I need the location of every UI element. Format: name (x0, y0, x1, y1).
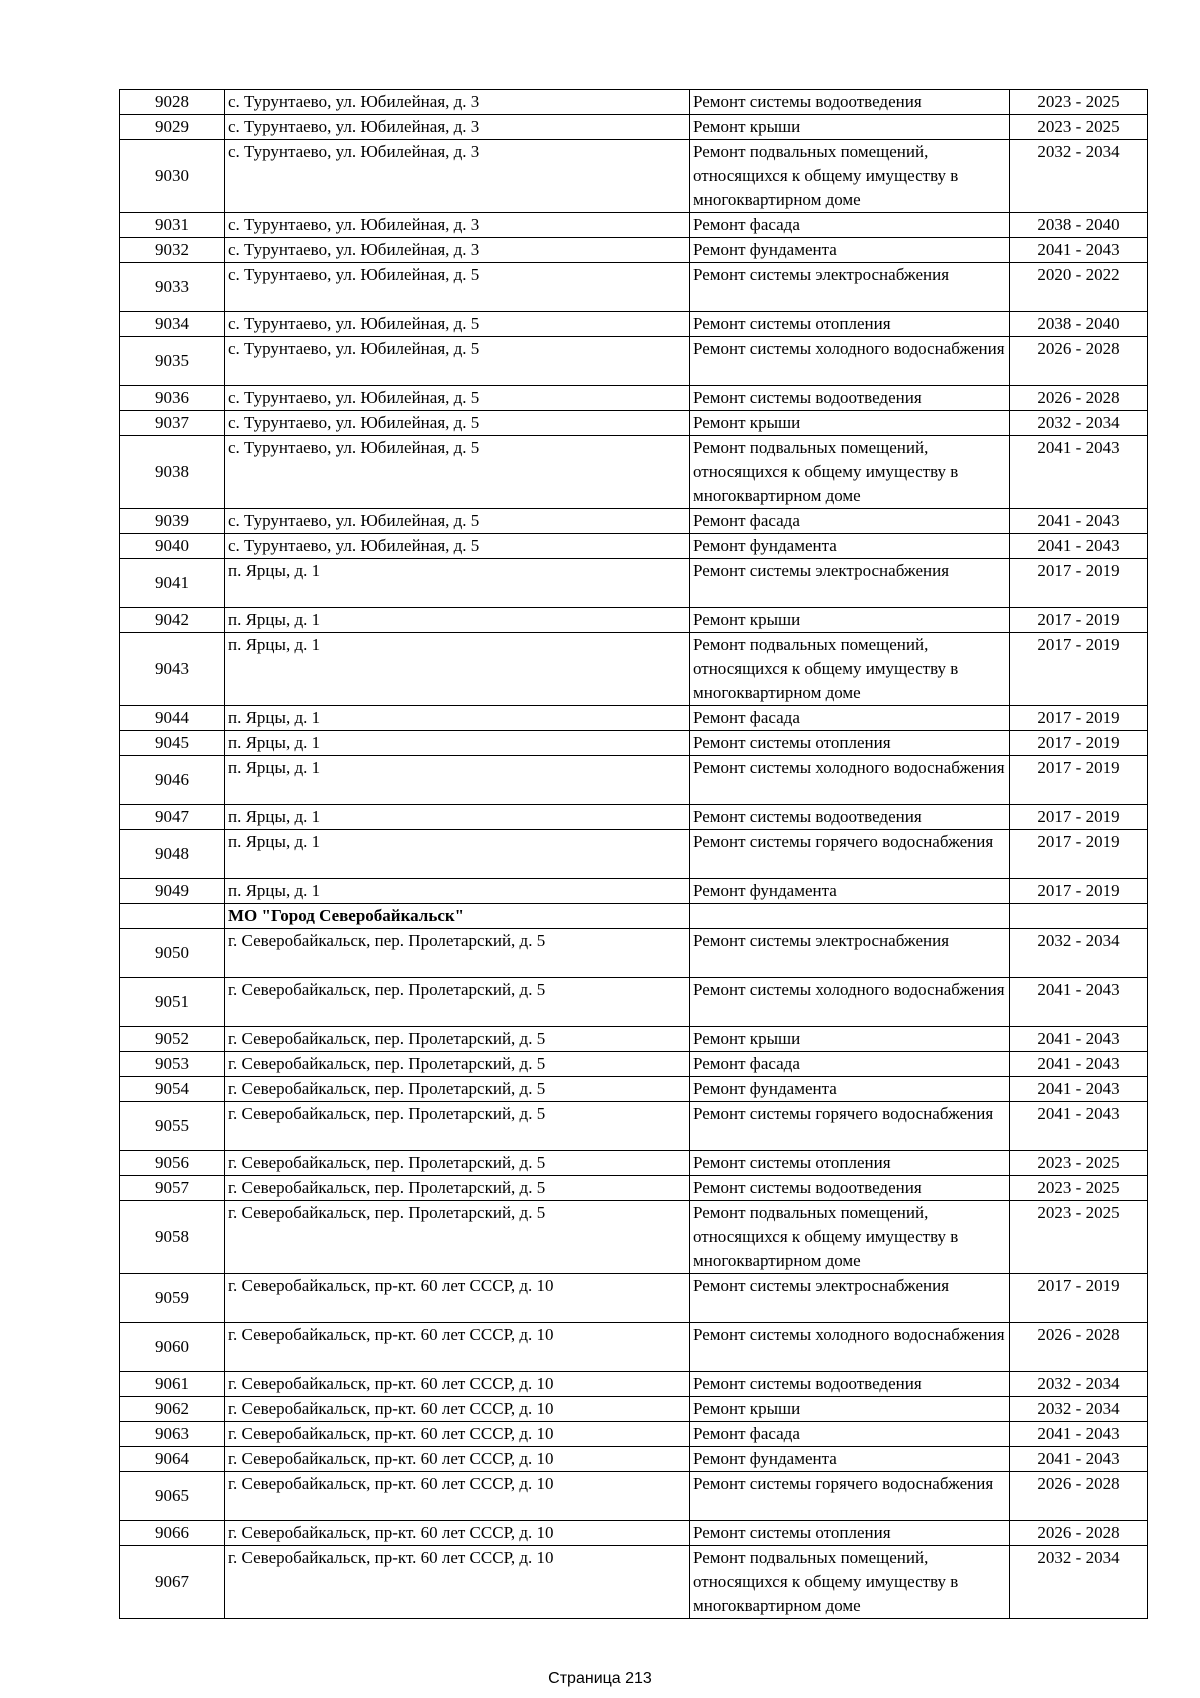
table-row (120, 1521, 1148, 1546)
row-number-cell: 9030 (120, 140, 225, 213)
work-type-cell: Ремонт фундамента (690, 879, 1010, 904)
row-number-cell: 9058 (120, 1201, 225, 1274)
period-cell: 2041 - 2043 (1010, 978, 1148, 1027)
work-type-cell: Ремонт системы холодного водоснабжения (690, 756, 1010, 805)
period-cell: 2026 - 2028 (1010, 337, 1148, 386)
table-row (120, 559, 1148, 608)
table-row (120, 1323, 1148, 1372)
repair-schedule-table (119, 89, 1148, 1619)
work-type-cell: Ремонт системы отопления (690, 731, 1010, 756)
row-number-cell: 9048 (120, 830, 225, 879)
address-cell: с. Турунтаево, ул. Юбилейная, д. 5 (225, 509, 690, 534)
address-cell: с. Турунтаево, ул. Юбилейная, д. 3 (225, 238, 690, 263)
address-cell: г. Северобайкальск, пр-кт. 60 лет СССР, д. 10 (225, 1521, 690, 1546)
period-cell: 2026 - 2028 (1010, 1521, 1148, 1546)
period-cell: 2032 - 2034 (1010, 1372, 1148, 1397)
table-row (120, 1102, 1148, 1151)
address-cell: п. Ярцы, д. 1 (225, 756, 690, 805)
table-body (120, 90, 1148, 1619)
period-cell: 2032 - 2034 (1010, 411, 1148, 436)
row-number-cell: 9063 (120, 1422, 225, 1447)
table-row (120, 386, 1148, 411)
address-cell: с. Турунтаево, ул. Юбилейная, д. 5 (225, 337, 690, 386)
row-number-cell: 9047 (120, 805, 225, 830)
work-type-cell: Ремонт крыши (690, 115, 1010, 140)
row-number-cell: 9036 (120, 386, 225, 411)
table-row (120, 1176, 1148, 1201)
address-cell: п. Ярцы, д. 1 (225, 559, 690, 608)
work-type-cell: Ремонт подвальных помещений, относящихся к общему имуществу в многоквартирном доме (690, 140, 1010, 213)
row-number-cell: 9051 (120, 978, 225, 1027)
period-cell: 2020 - 2022 (1010, 263, 1148, 312)
table-row (120, 1052, 1148, 1077)
table-row (120, 633, 1148, 706)
work-type-cell: Ремонт фундамента (690, 238, 1010, 263)
table-row (120, 1472, 1148, 1521)
row-number-cell: 9045 (120, 731, 225, 756)
period-cell: 2041 - 2043 (1010, 509, 1148, 534)
table-row (120, 534, 1148, 559)
address-cell: г. Северобайкальск, пер. Пролетарский, д. 5 (225, 1151, 690, 1176)
work-type-cell: Ремонт системы холодного водоснабжения (690, 337, 1010, 386)
work-type-cell: Ремонт системы водоотведения (690, 1372, 1010, 1397)
row-number-cell: 9064 (120, 1447, 225, 1472)
table-row (120, 1422, 1148, 1447)
row-number-cell: 9046 (120, 756, 225, 805)
table-row (120, 1274, 1148, 1323)
table-row (120, 411, 1148, 436)
work-type-cell: Ремонт системы отопления (690, 1521, 1010, 1546)
work-type-cell: Ремонт системы горячего водоснабжения (690, 1102, 1010, 1151)
row-number-cell: 9033 (120, 263, 225, 312)
table-row (120, 238, 1148, 263)
address-cell: п. Ярцы, д. 1 (225, 879, 690, 904)
period-cell: 2017 - 2019 (1010, 608, 1148, 633)
address-cell: с. Турунтаево, ул. Юбилейная, д. 3 (225, 213, 690, 238)
period-cell: 2026 - 2028 (1010, 386, 1148, 411)
work-type-cell: Ремонт фасада (690, 1422, 1010, 1447)
period-cell: 2041 - 2043 (1010, 1027, 1148, 1052)
row-number-cell: 9050 (120, 929, 225, 978)
address-cell: г. Северобайкальск, пр-кт. 60 лет СССР, д. 10 (225, 1472, 690, 1521)
table-row (120, 140, 1148, 213)
page-number-label: Страница 213 (548, 1670, 652, 1687)
address-cell: г. Северобайкальск, пр-кт. 60 лет СССР, д. 10 (225, 1447, 690, 1472)
row-number-cell: 9038 (120, 436, 225, 509)
period-cell: 2041 - 2043 (1010, 1077, 1148, 1102)
row-number-cell: 9042 (120, 608, 225, 633)
address-cell: п. Ярцы, д. 1 (225, 608, 690, 633)
period-cell: 2032 - 2034 (1010, 1397, 1148, 1422)
period-cell: 2041 - 2043 (1010, 1052, 1148, 1077)
address-cell: с. Турунтаево, ул. Юбилейная, д. 3 (225, 90, 690, 115)
work-type-cell: Ремонт фасада (690, 213, 1010, 238)
address-cell: п. Ярцы, д. 1 (225, 830, 690, 879)
table-row (120, 731, 1148, 756)
row-number-cell: 9034 (120, 312, 225, 337)
address-cell: г. Северобайкальск, пер. Пролетарский, д. 5 (225, 1027, 690, 1052)
address-cell: г. Северобайкальск, пер. Пролетарский, д. 5 (225, 1102, 690, 1151)
row-number-cell: 9037 (120, 411, 225, 436)
work-type-cell: Ремонт системы водоотведения (690, 90, 1010, 115)
period-cell: 2017 - 2019 (1010, 706, 1148, 731)
row-number-cell: 9029 (120, 115, 225, 140)
work-type-cell: Ремонт крыши (690, 1397, 1010, 1422)
address-cell: с. Турунтаево, ул. Юбилейная, д. 5 (225, 411, 690, 436)
row-number-cell: 9062 (120, 1397, 225, 1422)
address-cell: г. Северобайкальск, пер. Пролетарский, д. 5 (225, 1077, 690, 1102)
address-cell: с. Турунтаево, ул. Юбилейная, д. 5 (225, 263, 690, 312)
work-type-cell: Ремонт фасада (690, 706, 1010, 731)
work-type-cell: Ремонт фундамента (690, 534, 1010, 559)
period-cell: 2041 - 2043 (1010, 1422, 1148, 1447)
row-number-cell: 9044 (120, 706, 225, 731)
row-number-cell: 9039 (120, 509, 225, 534)
row-number-cell: 9059 (120, 1274, 225, 1323)
table-row (120, 90, 1148, 115)
section-title-cell: МО "Город Северобайкальск" (225, 904, 690, 929)
table-row (120, 978, 1148, 1027)
table-row (120, 929, 1148, 978)
row-number-cell: 9035 (120, 337, 225, 386)
address-cell: г. Северобайкальск, пр-кт. 60 лет СССР, д. 10 (225, 1397, 690, 1422)
table-row (120, 756, 1148, 805)
table-row (120, 1397, 1148, 1422)
table-row (120, 337, 1148, 386)
work-type-cell: Ремонт системы электроснабжения (690, 1274, 1010, 1323)
row-number-cell: 9067 (120, 1546, 225, 1619)
period-cell: 2038 - 2040 (1010, 312, 1148, 337)
row-number-cell: 9057 (120, 1176, 225, 1201)
period-cell: 2017 - 2019 (1010, 756, 1148, 805)
work-type-cell: Ремонт системы холодного водоснабжения (690, 978, 1010, 1027)
row-number-cell: 9056 (120, 1151, 225, 1176)
row-number-cell: 9043 (120, 633, 225, 706)
row-number-cell: 9055 (120, 1102, 225, 1151)
table-row (120, 1372, 1148, 1397)
address-cell: п. Ярцы, д. 1 (225, 731, 690, 756)
address-cell: г. Северобайкальск, пр-кт. 60 лет СССР, д. 10 (225, 1274, 690, 1323)
period-cell: 2041 - 2043 (1010, 1447, 1148, 1472)
table-row (120, 1027, 1148, 1052)
row-number-cell: 9049 (120, 879, 225, 904)
table-row (120, 706, 1148, 731)
work-type-cell: Ремонт фундамента (690, 1447, 1010, 1472)
row-number-cell: 9065 (120, 1472, 225, 1521)
row-number-cell: 9066 (120, 1521, 225, 1546)
table-row (120, 608, 1148, 633)
page-footer (0, 1670, 1200, 1688)
period-cell: 2023 - 2025 (1010, 90, 1148, 115)
period-cell: 2023 - 2025 (1010, 115, 1148, 140)
work-type-cell: Ремонт системы электроснабжения (690, 263, 1010, 312)
work-type-cell (690, 904, 1010, 929)
period-cell: 2032 - 2034 (1010, 1546, 1148, 1619)
address-cell: с. Турунтаево, ул. Юбилейная, д. 5 (225, 436, 690, 509)
period-cell: 2041 - 2043 (1010, 238, 1148, 263)
work-type-cell: Ремонт системы холодного водоснабжения (690, 1323, 1010, 1372)
work-type-cell: Ремонт крыши (690, 411, 1010, 436)
period-cell (1010, 904, 1148, 929)
work-type-cell: Ремонт системы горячего водоснабжения (690, 830, 1010, 879)
period-cell: 2023 - 2025 (1010, 1151, 1148, 1176)
period-cell: 2041 - 2043 (1010, 534, 1148, 559)
address-cell: г. Северобайкальск, пр-кт. 60 лет СССР, д. 10 (225, 1372, 690, 1397)
address-cell: г. Северобайкальск, пр-кт. 60 лет СССР, д. 10 (225, 1546, 690, 1619)
address-cell: с. Турунтаево, ул. Юбилейная, д. 5 (225, 386, 690, 411)
table-row (120, 1447, 1148, 1472)
period-cell: 2032 - 2034 (1010, 929, 1148, 978)
work-type-cell: Ремонт системы водоотведения (690, 805, 1010, 830)
table-row (120, 830, 1148, 879)
table-row (120, 1546, 1148, 1619)
table-row (120, 115, 1148, 140)
period-cell: 2017 - 2019 (1010, 559, 1148, 608)
period-cell: 2026 - 2028 (1010, 1323, 1148, 1372)
address-cell: г. Северобайкальск, пр-кт. 60 лет СССР, д. 10 (225, 1422, 690, 1447)
work-type-cell: Ремонт системы отопления (690, 1151, 1010, 1176)
period-cell: 2017 - 2019 (1010, 805, 1148, 830)
row-number-cell (120, 904, 225, 929)
period-cell: 2038 - 2040 (1010, 213, 1148, 238)
period-cell: 2017 - 2019 (1010, 830, 1148, 879)
work-type-cell: Ремонт системы горячего водоснабжения (690, 1472, 1010, 1521)
work-type-cell: Ремонт крыши (690, 608, 1010, 633)
address-cell: с. Турунтаево, ул. Юбилейная, д. 3 (225, 115, 690, 140)
address-cell: г. Северобайкальск, пер. Пролетарский, д. 5 (225, 1052, 690, 1077)
address-cell: п. Ярцы, д. 1 (225, 706, 690, 731)
period-cell: 2041 - 2043 (1010, 1102, 1148, 1151)
row-number-cell: 9054 (120, 1077, 225, 1102)
address-cell: с. Турунтаево, ул. Юбилейная, д. 5 (225, 534, 690, 559)
row-number-cell: 9040 (120, 534, 225, 559)
table-row (120, 879, 1148, 904)
address-cell: п. Ярцы, д. 1 (225, 805, 690, 830)
table-row (120, 1151, 1148, 1176)
table-row (120, 263, 1148, 312)
table-row (120, 312, 1148, 337)
address-cell: с. Турунтаево, ул. Юбилейная, д. 3 (225, 140, 690, 213)
work-type-cell: Ремонт фасада (690, 509, 1010, 534)
row-number-cell: 9053 (120, 1052, 225, 1077)
work-type-cell: Ремонт подвальных помещений, относящихся к общему имуществу в многоквартирном доме (690, 633, 1010, 706)
period-cell: 2017 - 2019 (1010, 879, 1148, 904)
address-cell: г. Северобайкальск, пер. Пролетарский, д. 5 (225, 929, 690, 978)
period-cell: 2041 - 2043 (1010, 436, 1148, 509)
table-row (120, 436, 1148, 509)
table-row (120, 805, 1148, 830)
work-type-cell: Ремонт фасада (690, 1052, 1010, 1077)
work-type-cell: Ремонт системы отопления (690, 312, 1010, 337)
row-number-cell: 9060 (120, 1323, 225, 1372)
work-type-cell: Ремонт крыши (690, 1027, 1010, 1052)
table-row (120, 509, 1148, 534)
period-cell: 2017 - 2019 (1010, 1274, 1148, 1323)
section-header-row (120, 904, 1148, 929)
address-cell: г. Северобайкальск, пер. Пролетарский, д. 5 (225, 1176, 690, 1201)
period-cell: 2026 - 2028 (1010, 1472, 1148, 1521)
period-cell: 2023 - 2025 (1010, 1176, 1148, 1201)
work-type-cell: Ремонт системы электроснабжения (690, 929, 1010, 978)
work-type-cell: Ремонт подвальных помещений, относящихся к общему имуществу в многоквартирном доме (690, 1546, 1010, 1619)
period-cell: 2023 - 2025 (1010, 1201, 1148, 1274)
work-type-cell: Ремонт подвальных помещений, относящихся к общему имуществу в многоквартирном доме (690, 1201, 1010, 1274)
address-cell: г. Северобайкальск, пер. Пролетарский, д. 5 (225, 978, 690, 1027)
work-type-cell: Ремонт системы электроснабжения (690, 559, 1010, 608)
row-number-cell: 9061 (120, 1372, 225, 1397)
row-number-cell: 9028 (120, 90, 225, 115)
work-type-cell: Ремонт системы водоотведения (690, 386, 1010, 411)
period-cell: 2032 - 2034 (1010, 140, 1148, 213)
row-number-cell: 9052 (120, 1027, 225, 1052)
work-type-cell: Ремонт системы водоотведения (690, 1176, 1010, 1201)
row-number-cell: 9031 (120, 213, 225, 238)
table-row (120, 1077, 1148, 1102)
work-type-cell: Ремонт фундамента (690, 1077, 1010, 1102)
table-row (120, 213, 1148, 238)
address-cell: с. Турунтаево, ул. Юбилейная, д. 5 (225, 312, 690, 337)
address-cell: г. Северобайкальск, пер. Пролетарский, д. 5 (225, 1201, 690, 1274)
period-cell: 2017 - 2019 (1010, 633, 1148, 706)
address-cell: г. Северобайкальск, пр-кт. 60 лет СССР, д. 10 (225, 1323, 690, 1372)
work-type-cell: Ремонт подвальных помещений, относящихся к общему имуществу в многоквартирном доме (690, 436, 1010, 509)
period-cell: 2017 - 2019 (1010, 731, 1148, 756)
row-number-cell: 9041 (120, 559, 225, 608)
row-number-cell: 9032 (120, 238, 225, 263)
table-row (120, 1201, 1148, 1274)
address-cell: п. Ярцы, д. 1 (225, 633, 690, 706)
